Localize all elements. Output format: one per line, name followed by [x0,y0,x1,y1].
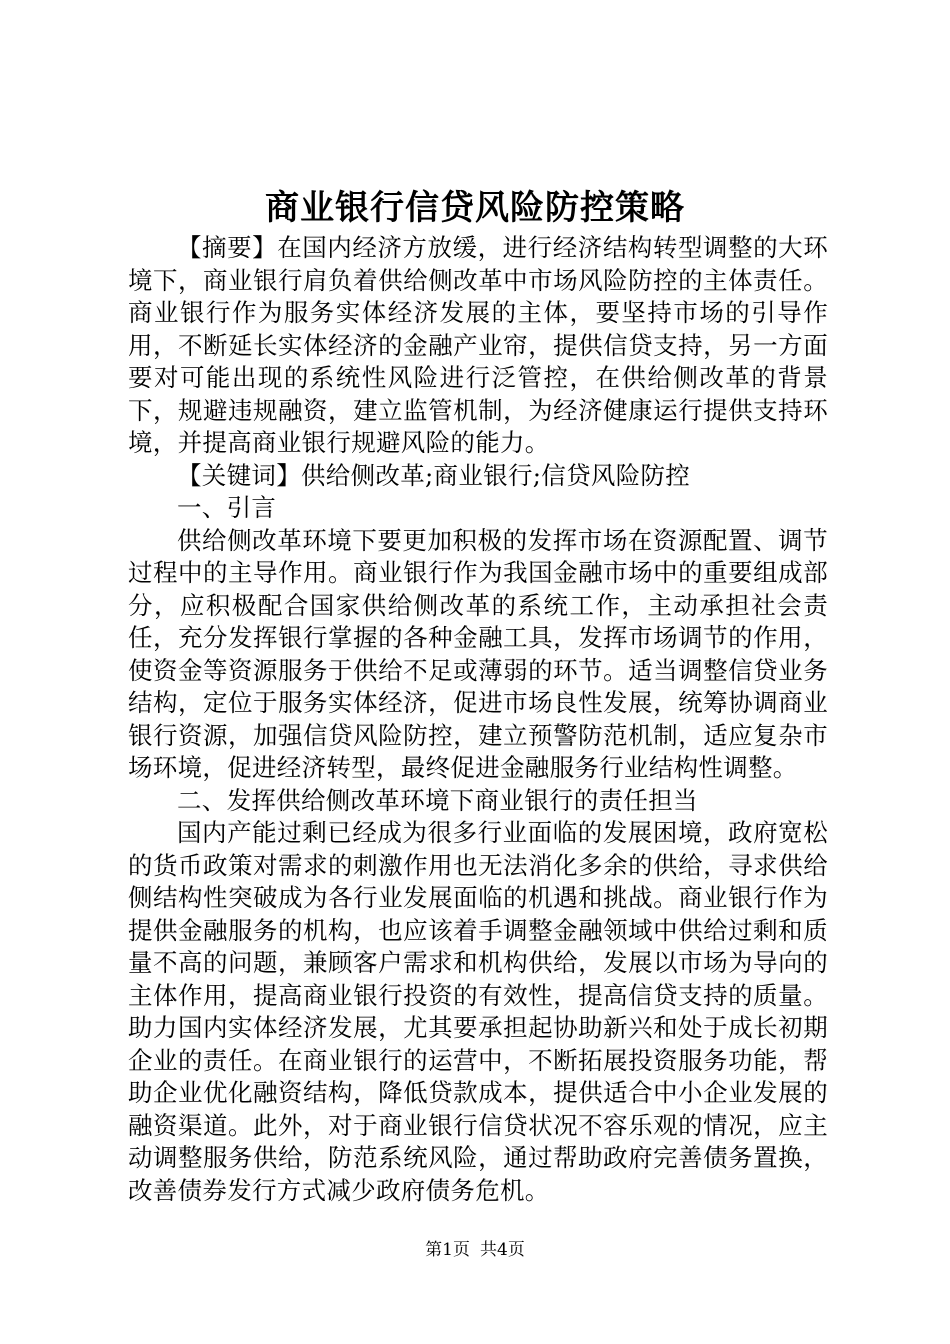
introduction-paragraph: 供给侧改革环境下要更加积极的发挥市场在资源配置、调节过程中的主导作用。商业银行作为我国金融市场中的重要组成部分，应积极配合国家供给侧改革的系统工作，主动承担社会责任，充分发挥银行掌握的各种金融工具，发挥市场调节的作用，使资金等资源服务于供给不足或薄弱的环节。适当调整信贷业务结构，定位于服务实体经济，促进市场良性发展，统筹协调商业银行资源，加强信贷风险防控，建立预警防范机制，适应复杂市场环境，促进经济转型，最终促进金融服务行业结构性调整。 [128,525,828,782]
page-footer [0,1238,950,1262]
abstract-paragraph: 【摘要】在国内经济方放缓，进行经济结构转型调整的大环境下，商业银行肩负着供给侧改革中市场风险防控的主体责任。商业银行作为服务实体经济发展的主体，要坚持市场的引导作用，不断延长实体经济的金融产业帘，提供信贷支持，另一方面要对可能出现的系统性风险进行泛管控，在供给侧改革的背景下，规避违规融资，建立监管机制，为经济健康运行提供支持环境，并提高商业银行规避风险的能力。 [128,233,828,457]
document-body [128,232,828,1207]
section-heading-introduction: 一、引言 [177,493,277,522]
page-total: 共4页 [480,1240,525,1260]
page-number: 第1页 [425,1240,470,1260]
responsibility-paragraph: 国内产能过剩已经成为很多行业面临的发展困境，政府宽松的货币政策对需求的刺激作用也无法消化多余的供给，寻求供给侧结构性突破成为各行业发展面临的机遇和挑战。商业银行作为提供金融服务的机构，也应该着手调整金融领域中供给过剩和质量不高的问题，兼顾客户需求和机构供给，发展以市场为导向的主体作用，提高商业银行投资的有效性，提高信贷支持的质量。助力国内实体经济发展，尤其要承担起协助新兴和处于成长初期企业的责任。在商业银行的运营中，不断拓展投资服务功能，帮助企业优化融资结构，降低贷款成本，提供适合中小企业发展的融资渠道。此外，对于商业银行信贷状况不容乐观的情况，应主动调整服务供给，防范系统风险，通过帮助政府完善债务置换，改善债券发行方式减少政府债务危机。 [128,818,828,1205]
document-title: 商业银行信贷风险防控策略 [265,188,685,228]
keywords-paragraph: 【关键词】供给侧改革;商业银行;信贷风险防控 [177,460,691,490]
section-heading-responsibility: 二、发挥供给侧改革环境下商业银行的责任担当 [177,785,698,815]
